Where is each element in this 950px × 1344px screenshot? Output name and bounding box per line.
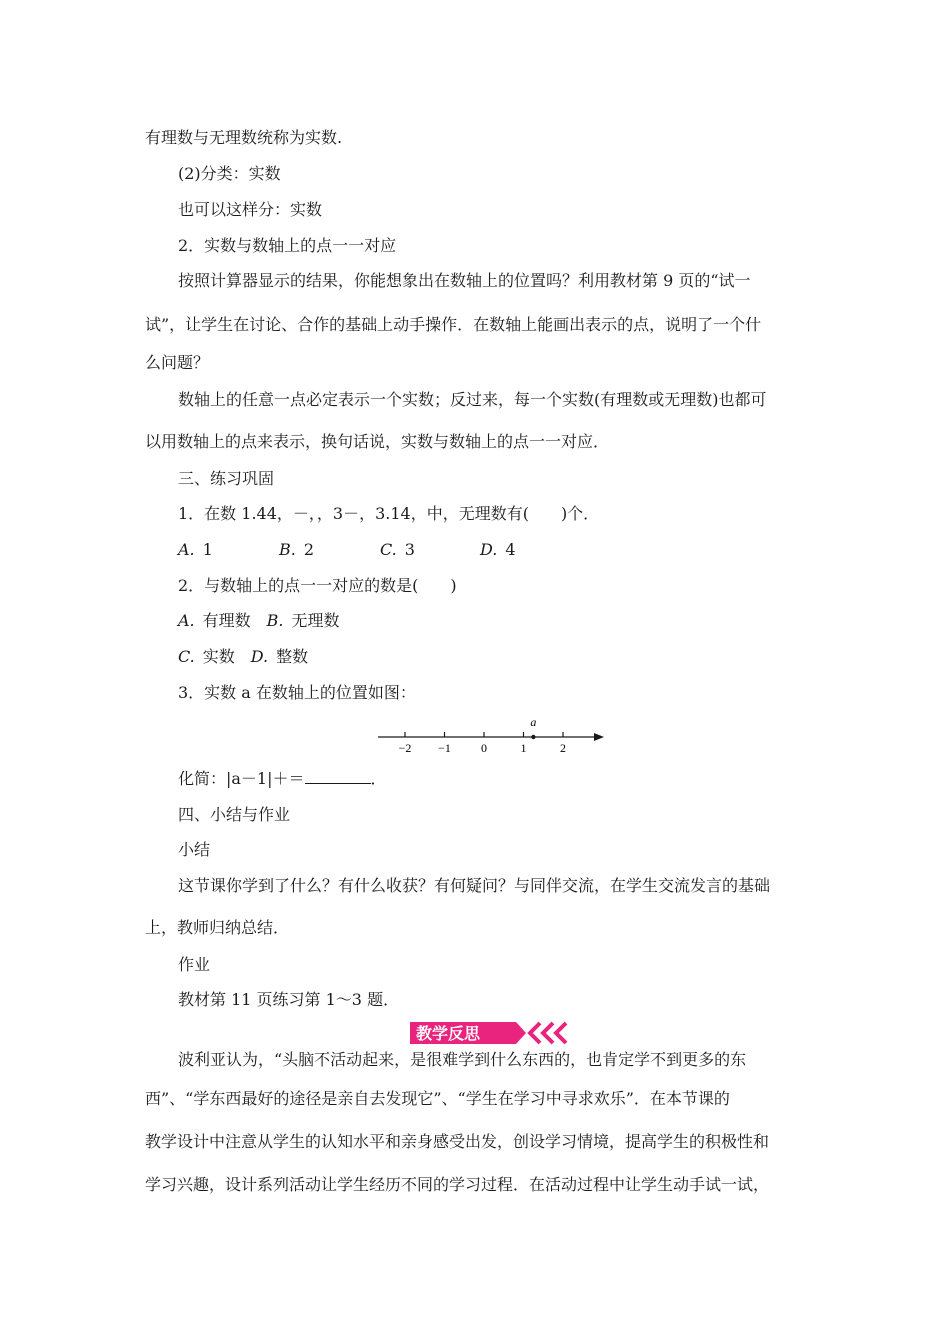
paragraph-line: 学习兴趣，设计系列活动让学生经历不同的学习过程．在活动过程中让学生动手试一试，	[145, 1175, 770, 1194]
paragraph-line: 教材第 11 页练习第 1～3 题．	[178, 990, 400, 1009]
chevron-left-icon	[556, 1023, 566, 1043]
section-heading: 三、练习巩固	[178, 469, 275, 488]
paragraph-line: 教学设计中注意从学生的认知水平和亲身感受出发，创设学习情境，提高学生的积极性和	[145, 1132, 770, 1151]
paragraph-line: 以用数轴上的点来表示，换句话说，实数与数轴上的点一一对应．	[145, 432, 610, 451]
option-c: C. 3	[380, 540, 415, 559]
section-heading: 四、小结与作业	[178, 805, 291, 824]
paragraph-line: 这节课你学到了什么？有什么收获？有何疑问？与同伴交流，在学生交流发言的基础	[178, 876, 771, 895]
tick-label: −1	[438, 741, 451, 755]
point-a	[531, 735, 535, 739]
paragraph-line: 试”，让学生在讨论、合作的基础上动手操作．在数轴上能画出表示的点，说明了一个什	[145, 315, 762, 334]
tick-label: −2	[398, 741, 412, 755]
paragraph-line: 按照计算器显示的结果，你能想象出在数轴上的位置吗？利用教材第 9 页的“试一	[178, 271, 751, 290]
question-2-stem: 2．与数轴上的点一一对应的数是( )	[178, 576, 457, 595]
banner-title: 教学反思	[416, 1024, 481, 1043]
paragraph-line: 西”、“学东西最好的途径是亲自去发现它”、“学生在学习中寻求欢乐”．在本节课的	[145, 1089, 730, 1108]
paragraph-line: 波利亚认为，“头脑不活动起来，是很难学到什么东西的，也肯定学不到更多的东	[178, 1050, 747, 1069]
subheading: 作业	[178, 955, 211, 974]
answer-blank[interactable]	[305, 769, 371, 784]
simplify-line: 化简：|a－1|＋＝ ．	[178, 769, 387, 788]
tick-label: 2	[560, 741, 566, 755]
classification-line: 也可以这样分：实数	[178, 200, 323, 219]
question-1-options	[178, 540, 538, 560]
arrow-icon	[594, 733, 604, 741]
tick-label: 1	[520, 741, 527, 755]
question-1-stem: 1．在数 1.44，－，，3－，3.14，中，无理数有( )个．	[178, 504, 600, 523]
paragraph-line: 么问题？	[145, 353, 210, 372]
paragraph-line: 数轴上的任意一点必定表示一个实数；反过来，每一个实数(有理数或无理数)也都可	[178, 390, 767, 409]
point-a-label: a	[530, 715, 537, 729]
question-2-options-cd: C. 实数 D. 整数	[178, 647, 309, 666]
number-line-figure	[372, 712, 612, 756]
question-2-options-ab: A. 有理数 B. 无理数	[178, 611, 340, 630]
paragraph-line: 上，教师归纳总结．	[145, 918, 290, 937]
option-d: D. 4	[480, 540, 516, 559]
section-heading: 2．实数与数轴上的点一一对应	[178, 236, 397, 255]
option-a: A. 1	[178, 540, 213, 559]
question-3-stem: 3．实数 a 在数轴上的位置如图：	[178, 683, 416, 702]
tick-label: 0	[481, 741, 487, 755]
chevron-left-icon	[530, 1023, 540, 1043]
paragraph-line: 有理数与无理数统称为实数.	[145, 128, 343, 147]
subheading: 小结	[178, 840, 211, 859]
chevron-left-icon	[543, 1023, 553, 1043]
classification-line: (2)分类：实数	[178, 164, 281, 183]
teaching-reflection-banner	[410, 1020, 580, 1046]
option-b: B. 2	[279, 540, 315, 559]
